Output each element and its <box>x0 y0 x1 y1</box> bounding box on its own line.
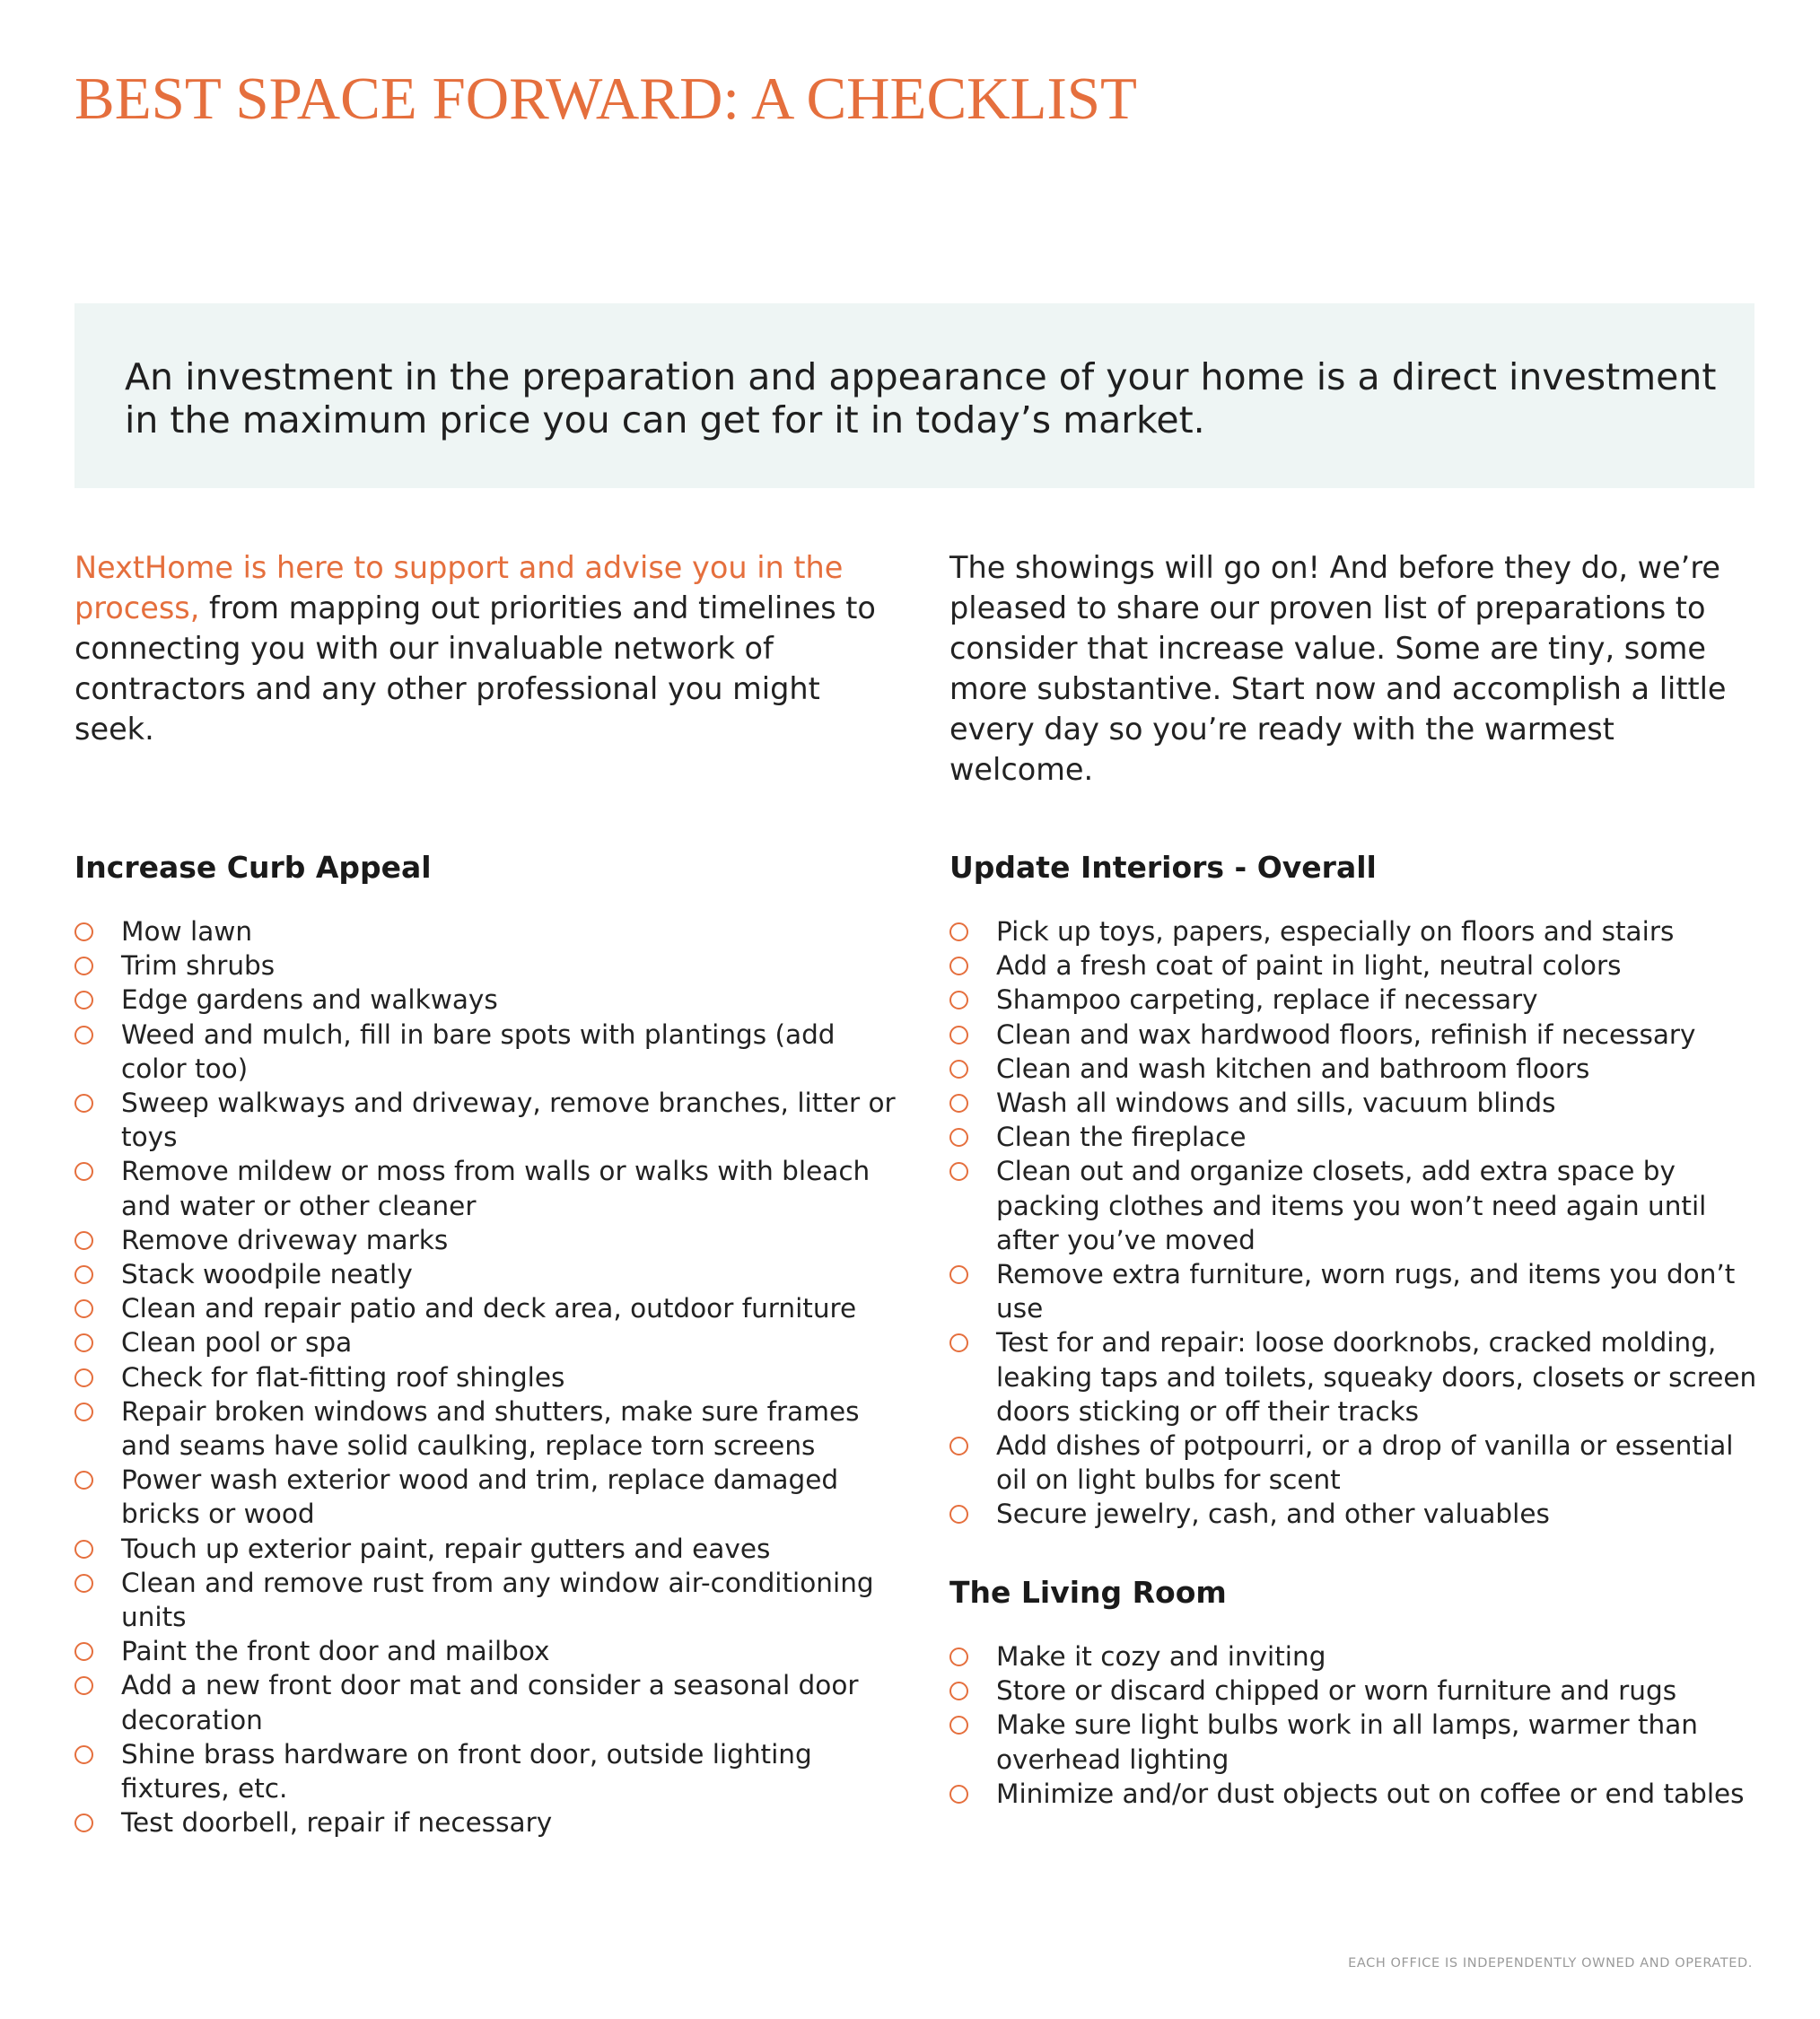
checklist-item-text: Clean pool or spa <box>121 1327 353 1359</box>
checkbox-circle-icon[interactable] <box>949 1437 968 1455</box>
checkbox-circle-icon[interactable] <box>74 1299 93 1318</box>
checklist-item <box>74 914 900 948</box>
banner-text: An investment in the preparation and appearance of your home is a direct investment in the maximum price you can get for it in today’s market. <box>125 355 1717 441</box>
checkbox-circle-icon[interactable] <box>949 1060 968 1079</box>
checklist-item <box>949 1052 1757 1086</box>
checklist-item <box>74 1325 900 1359</box>
checklist-item-text: Secure jewelry, cash, and other valuables <box>996 1499 1550 1530</box>
checklist-item <box>949 1154 1757 1257</box>
checkbox-circle-icon[interactable] <box>949 1333 968 1352</box>
checkbox-circle-icon[interactable] <box>74 1026 93 1044</box>
checkbox-circle-icon[interactable] <box>949 1716 968 1735</box>
section-heading: Increase Curb Appeal <box>74 850 432 885</box>
checkbox-circle-icon[interactable] <box>949 1505 968 1524</box>
checkbox-circle-icon[interactable] <box>949 991 968 1010</box>
checklist-item <box>949 948 1757 983</box>
checkbox-circle-icon[interactable] <box>949 1162 968 1181</box>
checkbox-circle-icon[interactable] <box>74 957 93 975</box>
checklist-item-text: Remove driveway marks <box>121 1224 449 1255</box>
checkbox-circle-icon[interactable] <box>74 1471 93 1490</box>
checklist-item <box>74 1018 900 1086</box>
checklist-item <box>949 983 1757 1017</box>
section-heading: Update Interiors - Overall <box>949 850 1377 885</box>
checklist-item-text: Test for and repair: loose doorknobs, cracked molding, leaking taps and toilets, squeaky doors, closets or screen doors sticking or off their tracks <box>996 1327 1757 1427</box>
checklist-item <box>74 1737 900 1805</box>
checkbox-circle-icon[interactable] <box>74 1403 93 1421</box>
checklist-item-text: Clean the fireplace <box>996 1122 1247 1153</box>
checklist-item-text: Add dishes of potpourri, or a drop of vanilla or essential oil on light bulbs for scent <box>996 1430 1734 1496</box>
checklist-item <box>74 1291 900 1325</box>
section-update-interiors <box>949 848 1757 1532</box>
checkbox-circle-icon[interactable] <box>949 1682 968 1700</box>
checkbox-circle-icon[interactable] <box>949 1648 968 1666</box>
checklist-item-text: Repair broken windows and shutters, make sure frames and seams have solid caulking, replace torn screens <box>121 1395 860 1462</box>
checkbox-circle-icon[interactable] <box>74 1574 93 1593</box>
checklist-item <box>949 1639 1757 1674</box>
checklist-item-text: Touch up exterior paint, repair gutters and eaves <box>121 1533 771 1564</box>
checkbox-circle-icon[interactable] <box>949 1026 968 1044</box>
checklist-item-text: Trim shrubs <box>121 950 276 982</box>
checklist-item-text: Wash all windows and sills, vacuum blinds <box>996 1088 1556 1119</box>
checklist-item <box>74 1566 900 1634</box>
checkbox-circle-icon[interactable] <box>949 922 968 941</box>
checkbox-circle-icon[interactable] <box>949 1785 968 1804</box>
checklist-item <box>74 1223 900 1257</box>
checklist-item <box>74 1805 900 1840</box>
checklist-item <box>74 1394 900 1463</box>
section-living-room <box>949 1573 1757 1811</box>
checklist-item-text: Power wash exterior wood and trim, replace damaged bricks or wood <box>121 1464 839 1530</box>
checklist-item-text: Sweep walkways and driveway, remove branches, litter or toys <box>121 1088 896 1153</box>
checklist-item <box>949 1325 1757 1429</box>
checklist-item-text: Clean and wax hardwood floors, refinish if necessary <box>996 1018 1696 1050</box>
checklist-item-text: Mow lawn <box>121 916 253 947</box>
checkbox-circle-icon[interactable] <box>74 922 93 941</box>
checklist-item-text: Check for flat-fitting roof shingles <box>121 1361 565 1393</box>
intro-left-text: from mapping out priorities and timelines to connecting you with our invaluable network of contractors and any other professional you might seek. <box>74 590 876 747</box>
intro-highlight: NextHome is here to support and advise you in the process, <box>74 550 844 625</box>
checklist-item-text: Shine brass hardware on front door, outside lighting fixtures, etc. <box>121 1738 812 1805</box>
checklist-item-text: Clean and remove rust from any window air-conditioning units <box>121 1567 874 1633</box>
checklist-item-text: Add a fresh coat of paint in light, neutral colors <box>996 950 1622 982</box>
checklist-item-text: Clean and wash kitchen and bathroom floors <box>996 1053 1590 1084</box>
checklist-item-text: Make sure light bulbs work in all lamps, warmer than overhead lighting <box>996 1709 1698 1775</box>
checklist-item-text: Store or discard chipped or worn furniture and rugs <box>996 1675 1677 1707</box>
checkbox-circle-icon[interactable] <box>74 1265 93 1284</box>
checklist-item-text: Clean and repair patio and deck area, outdoor furniture <box>121 1293 857 1324</box>
checklist-item-text: Edge gardens and walkways <box>121 984 498 1016</box>
footer-disclaimer: EACH OFFICE IS INDEPENDENTLY OWNED AND OPERATED. <box>1348 1956 1753 1971</box>
checklist-item-text: Shampoo carpeting, replace if necessary <box>996 984 1538 1016</box>
checklist-item <box>949 1708 1757 1776</box>
checkbox-circle-icon[interactable] <box>74 1231 93 1250</box>
checklist-item <box>949 1120 1757 1154</box>
checklist-item <box>74 983 900 1017</box>
checklist-item-text: Add a new front door mat and consider a seasonal door decoration <box>121 1670 859 1735</box>
checkbox-circle-icon[interactable] <box>74 1676 93 1695</box>
checkbox-circle-icon[interactable] <box>74 1368 93 1387</box>
checklist-item-text: Make it cozy and inviting <box>996 1641 1326 1672</box>
checklist <box>949 914 1757 1532</box>
checkbox-circle-icon[interactable] <box>74 1094 93 1113</box>
page-title: BEST SPACE FORWARD: A CHECKLIST <box>74 66 1137 132</box>
checklist-item <box>949 1429 1757 1497</box>
intro-right-paragraph: The showings will go on! And before they do, we’re pleased to share our proven list of preparations to consider that increase value. Some are tiny, some more substantive. Start now and accomplish a little every day so you’re ready with the warmest welcome. <box>949 550 1727 787</box>
checklist-item-text: Minimize and/or dust objects out on coffee or end tables <box>996 1778 1745 1809</box>
checklist-item <box>949 1777 1757 1811</box>
checklist-item-text: Test doorbell, repair if necessary <box>121 1807 553 1839</box>
checklist-item <box>949 914 1757 948</box>
section-curb-appeal <box>74 848 900 1840</box>
checkbox-circle-icon[interactable] <box>74 1745 93 1764</box>
checklist-item <box>74 948 900 983</box>
checklist-item <box>74 1532 900 1566</box>
checklist-item-text: Clean out and organize closets, add extra space by packing clothes and items you won’t need again until after you’ve moved <box>996 1156 1707 1255</box>
checklist-item-text: Weed and mulch, fill in bare spots with plantings (add color too) <box>121 1018 836 1084</box>
section-heading: The Living Room <box>949 1575 1227 1610</box>
checkbox-circle-icon[interactable] <box>949 1265 968 1284</box>
checklist-item <box>949 1257 1757 1325</box>
checklist-item <box>74 1257 900 1291</box>
checkbox-circle-icon[interactable] <box>74 1814 93 1832</box>
checklist-item-text: Remove extra furniture, worn rugs, and items you don’t use <box>996 1259 1736 1324</box>
checklist-item <box>74 1668 900 1736</box>
checklist-item <box>949 1018 1757 1052</box>
checklist-item-text: Pick up toys, papers, especially on floors and stairs <box>996 916 1675 947</box>
checklist <box>949 1639 1757 1811</box>
intro-left-paragraph <box>74 547 882 749</box>
checklist <box>74 914 900 1840</box>
intro-banner <box>74 303 1754 488</box>
checklist-item <box>74 1086 900 1154</box>
checklist-item-text: Stack woodpile neatly <box>121 1259 413 1290</box>
checkbox-circle-icon[interactable] <box>949 1094 968 1113</box>
checklist-item <box>74 1463 900 1531</box>
checklist-item <box>949 1674 1757 1708</box>
checklist-item <box>74 1154 900 1222</box>
checkbox-circle-icon[interactable] <box>74 1540 93 1559</box>
checkbox-circle-icon[interactable] <box>74 1642 93 1661</box>
checkbox-circle-icon[interactable] <box>74 991 93 1010</box>
checklist-item <box>74 1634 900 1668</box>
checklist-item <box>949 1497 1757 1531</box>
checklist-item <box>949 1086 1757 1120</box>
checkbox-circle-icon[interactable] <box>74 1162 93 1181</box>
checkbox-circle-icon[interactable] <box>949 1128 968 1147</box>
checklist-item-text: Paint the front door and mailbox <box>121 1636 550 1667</box>
checklist-item <box>74 1360 900 1394</box>
checkbox-circle-icon[interactable] <box>74 1333 93 1352</box>
checklist-item-text: Remove mildew or moss from walls or walks with bleach and water or other cleaner <box>121 1156 871 1221</box>
checkbox-circle-icon[interactable] <box>949 957 968 975</box>
